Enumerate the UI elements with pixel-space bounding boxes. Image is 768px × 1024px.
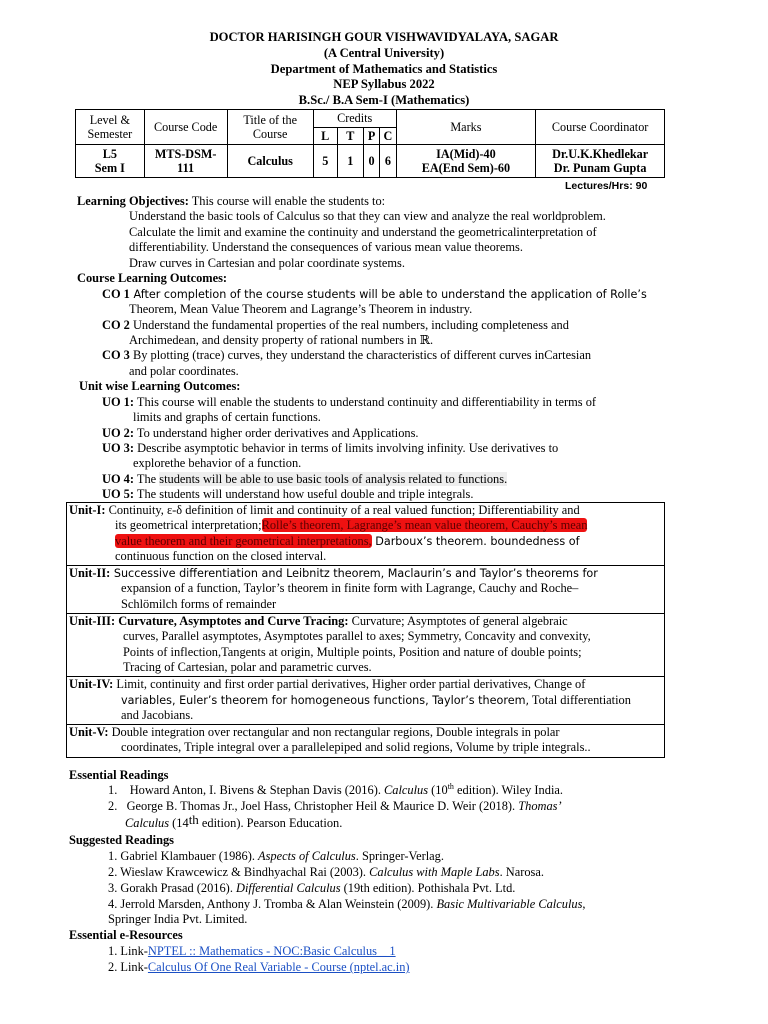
objective-line: differentiability. Understand the consequences of various mean value theorems. xyxy=(129,240,523,254)
nptel-basic-calculus-link[interactable]: NPTEL :: Mathematics - NOC:Basic Calculus _ 1 xyxy=(147,944,396,958)
co1-line2: Theorem, Mean Value Theorem and Lagrange’s Theorem in industry. xyxy=(129,302,473,316)
eresources-heading: Essential e-Resources xyxy=(69,928,183,942)
co1-line: CO 1 After completion of the course students will be able to understand the application of Rolle’s xyxy=(102,287,647,301)
suggested-item: 2. Wieslaw Krawcewicz & Bindhyachal Rai (2003). Calculus with Maple Labs. Narosa. xyxy=(108,865,544,879)
essential-readings-heading: Essential Readings xyxy=(69,768,169,782)
co3-line: CO 3 By plotting (trace) curves, they understand the characteristics of different curves inCartesian xyxy=(102,348,592,362)
cell-c: 6 xyxy=(380,145,396,178)
uo5-line: UO 5: The students will understand how useful double and triple integrals. xyxy=(102,487,474,501)
unit-4-cell: Unit-IV: Limit, continuity and first order partial derivatives, Higher order partial derivatives, Change of variables, Euler’s theorem for homogeneous functions, Taylor’s theorem, Total differentiation and Jacobians. xyxy=(67,677,665,725)
unit-5-cell: Unit-V: Double integration over rectangular and non rectangular regions, Double integrals in polar coordinates, Triple integral over a parallelepiped and solid regions, Volume by triple integrals.. xyxy=(67,725,665,758)
uo2-line: UO 2: To understand higher order derivatives and Applications. xyxy=(102,426,419,440)
unit-row xyxy=(67,614,665,677)
header-credits: Credits xyxy=(313,110,396,128)
unit-1-cell: Unit-I: Continuity, ε-δ definition of limit and continuity of a real valued function; Differentiability and its geometrical interpretation;Rolle’s theorem, Lagrange’s mean value theorem, Cauchy’s mean value theorem and their geometrical interpretations, Darboux’s theorem. boundedness of continuous function on the closed interval. xyxy=(67,503,665,566)
suggested-readings-heading: Suggested Readings xyxy=(69,833,174,847)
highlighted-text: value theorem and their geometrical interpretations, xyxy=(115,533,372,548)
suggested-item: 1. Gabriel Klambauer (1986). Aspects of Calculus. Springer-Verlag. xyxy=(108,849,444,863)
clo-heading: Course Learning Outcomes: xyxy=(77,271,228,285)
objective-line: Calculate the limit and examine the continuity and understand the geometricalinterpretation of xyxy=(129,225,597,239)
unit-row xyxy=(67,677,665,725)
eresource-item: 2. Link-Calculus Of One Real Variable - Course (nptel.ac.in) xyxy=(108,960,410,974)
header-level-semester: Level & Semester xyxy=(76,110,145,145)
uo1-line: UO 1: This course will enable the students to understand continuity and differentiability in terms of xyxy=(102,395,597,409)
header-p: P xyxy=(363,128,379,145)
cell-course-code: MTS-DSM-111 xyxy=(144,145,227,178)
cell-p: 0 xyxy=(363,145,379,178)
unit-2-cell: Unit-II: Successive differentiation and Leibnitz theorem, Maclaurin’s and Taylor’s theorems for expansion of a function, Taylor’s theorem in finite form with Lagrange, Cauchy and Roche– Schlömilch forms of remainder xyxy=(67,566,665,614)
suggested-item: 4. Jerrold Marsden, Anthony J. Tromba & Alan Weinstein (2009). Basic Multivariable Calculus, xyxy=(108,897,586,911)
header-l: L xyxy=(313,128,337,145)
suggested-item-cont: Springer India Pvt. Limited. xyxy=(108,912,248,926)
lectures-hours: Lectures/Hrs: 90 xyxy=(565,180,648,192)
uo3-line: UO 3: Describe asymptotic behavior in terms of limits involving infinity. Use derivatives to xyxy=(102,441,559,455)
cell-coordinator: Dr.U.K.Khedlekar Dr. Punam Gupta xyxy=(536,145,665,178)
highlighted-text: Rolle’s theorem, Lagrange’s mean value theorem, Cauchy’s mean xyxy=(261,518,588,533)
co3-line2: and polar coordinates. xyxy=(129,364,239,378)
header-coordinator: Course Coordinator xyxy=(536,110,665,145)
cell-l: 5 xyxy=(313,145,337,178)
unit-row xyxy=(67,503,665,566)
department-name: Department of Mathematics and Statistics xyxy=(270,61,498,76)
university-name: DOCTOR HARISINGH GOUR VISHWAVIDYALAYA, SAGAR xyxy=(209,30,559,44)
uo4-line: UO 4: The students will be able to use basic tools of analysis related to functions. xyxy=(102,472,508,486)
syllabus-name: NEP Syllabus 2022 xyxy=(333,77,435,92)
cell-marks: IA(Mid)-40 EA(End Sem)-60 xyxy=(396,145,536,178)
nptel-one-real-variable-link[interactable]: Calculus Of One Real Variable - Course (nptel.ac.in) xyxy=(147,960,410,974)
header-marks: Marks xyxy=(396,110,536,145)
co2-line: CO 2 Understand the fundamental properties of the real numbers, including completeness and xyxy=(102,318,569,332)
cell-t: 1 xyxy=(337,145,363,178)
objectives-heading: Learning Objectives: This course will enable the students to: xyxy=(77,194,386,208)
header-c: C xyxy=(380,128,396,145)
uo1-line2: limits and graphs of certain functions. xyxy=(133,410,321,424)
course-info-table xyxy=(75,109,665,178)
eresource-item: 1. Link-NPTEL :: Mathematics - NOC:Basic Calculus _ 1 xyxy=(108,944,396,958)
cell-level-semester: L5 Sem I xyxy=(76,145,145,178)
cell-course-title: Calculus xyxy=(227,145,313,178)
units-table xyxy=(66,502,665,758)
objective-line: Draw curves in Cartesian and polar coordinate systems. xyxy=(129,256,405,270)
ulo-heading: Unit wise Learning Outcomes: xyxy=(79,379,241,393)
document-header xyxy=(0,30,768,109)
unit-3-cell: Unit-III: Curvature, Asymptotes and Curve Tracing: Curvature; Asymptotes of general algebraic curves, Parallel asymptotes, Asymptotes parallel to axes; Symmetry, Concavity and convexity, Points of inflection,Tangents at origin, Multiple points, Position and nature of double points; Tracing of Cartesian, polar and parametric curves. xyxy=(67,614,665,677)
header-course-code: Course Code xyxy=(144,110,227,145)
unit-row xyxy=(67,725,665,758)
reading-item: 1. Howard Anton, I. Bivens & Stephan Davis (2016). Calculus (10th edition). Wiley India. xyxy=(108,781,563,797)
reading-item: 2. George B. Thomas Jr., Joel Hass, Christopher Heil & Maurice D. Weir (2018). Thomas’ xyxy=(108,799,562,813)
header-t: T xyxy=(337,128,363,145)
uo3-line2: explorethe behavior of a function. xyxy=(133,456,302,470)
reading-item-cont: Calculus (14th edition). Pearson Education. xyxy=(125,812,343,830)
co2-line2: Archimedean, and density property of rational numbers in ℝ. xyxy=(129,333,434,347)
program-name: B.Sc./ B.A Sem-I (Mathematics) xyxy=(298,93,470,108)
central-university: (A Central University) xyxy=(323,45,445,60)
header-course-title: Title of the Course xyxy=(227,110,313,145)
objective-line: Understand the basic tools of Calculus so that they can view and analyze the real worldproblem. xyxy=(129,209,606,223)
unit-row xyxy=(67,566,665,614)
suggested-item: 3. Gorakh Prasad (2016). Differential Calculus (19th edition). Pothishala Pvt. Ltd. xyxy=(108,881,516,895)
